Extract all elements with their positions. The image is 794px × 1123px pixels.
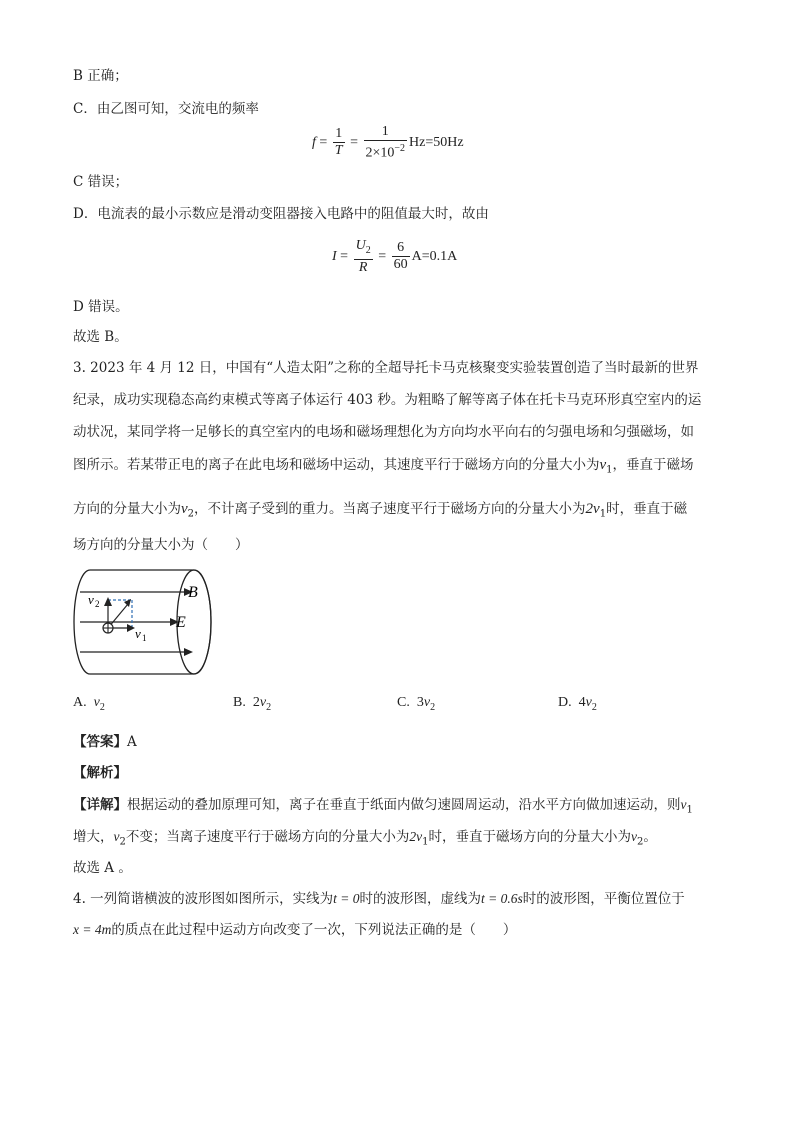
choose-a-line: 故选 A 。 — [73, 860, 132, 876]
q3-line-1: 3. 2023 年 4 月 12 日，中国有“人造太阳”之称的全超导托卡马克核聚变实验装置创造了当时最新的世界 — [73, 360, 699, 376]
q4-line-1: 4. 一列简谐横波的波形图如图所示，实线为t = 0时的波形图，虚线为t = 0.6s时的波形图，平衡位置位于 — [73, 891, 685, 907]
d-text-line: D．电流表的最小示数应是滑动变阻器接入电路中的阻值最大时，故由 — [73, 206, 489, 222]
label-B: B — [188, 584, 198, 601]
q3-line-3: 动状况，某同学将一足够长的真空室内的电场和磁场理想化为方向均水平向右的匀强电场和匀强磁场，如 — [73, 424, 694, 440]
answer-tag: 【答案】 — [73, 734, 127, 750]
option-b[interactable]: B. $2v_2$ — [233, 695, 272, 713]
detail-line-2: 增大，$v_2$不变；当离子速度平行于磁场方向的分量大小为$2v_1$时，垂直于磁场方向的分量大小为$v_2$。 — [73, 829, 657, 848]
detail-line-1: 【详解】根据运动的叠加原理可知，离子在垂直于纸面内做匀速圆周运动，沿水平方向做加速运动，则$v_1$ — [73, 797, 693, 816]
c-wrong-line: C 错误； — [73, 174, 129, 190]
analysis-line — [73, 763, 127, 783]
d-wrong-line: D 错误。 — [73, 299, 129, 315]
current-equation: I = $\frac{U_2}{R}$ = $\frac{6}{60}$ A=0.1A — [332, 238, 458, 275]
label-v1: v — [135, 626, 141, 641]
label-v2: v — [88, 592, 94, 607]
option-c[interactable]: C. $3v_2$ — [397, 695, 436, 713]
detail-tag: 【详解】 — [73, 797, 127, 813]
svg-text:1: 1 — [142, 633, 147, 643]
analysis-tag: 【解析】 — [73, 765, 127, 781]
q3-line-6: 场方向的分量大小为（ ） — [73, 537, 249, 553]
b-correct-line: B 正确； — [73, 68, 128, 84]
option-d[interactable]: D. $4v_2$ — [558, 695, 597, 713]
choose-b-line: 故选 B。 — [73, 329, 128, 345]
q4-line-2: x = 4m的质点在此过程中运动方向改变了一次，下列说法正确的是（ ） — [73, 922, 517, 938]
frequency-equation: f = $\frac{1}{T}$ = $\frac{1}{2\times 10^{-2}}$ Hz=50Hz — [312, 124, 464, 161]
q3-line-2: 纪录，成功实现稳态高约束模式等离子体运行 403 秒。为粗略了解等离子体在托卡马克环形真空室内的运 — [73, 392, 702, 408]
q3-line-5: 方向的分量大小为$v_2$，不计离子受到的重力。当离子速度平行于磁场方向的分量大小为$2v_1$时，垂直于磁 — [73, 501, 688, 520]
label-E: E — [176, 614, 186, 631]
field-cylinder-figure — [72, 566, 214, 676]
option-a[interactable]: A. $v_2$ — [73, 695, 105, 713]
svg-text:2: 2 — [95, 599, 100, 609]
q3-line-4: 图所示。若某带正电的离子在此电场和磁场中运动，其速度平行于磁场方向的分量大小为$v_1$，垂直于磁场 — [73, 457, 694, 476]
answer-line: 【答案】A — [73, 734, 137, 750]
c-text-line: C．由乙图可知，交流电的频率 — [73, 101, 259, 117]
